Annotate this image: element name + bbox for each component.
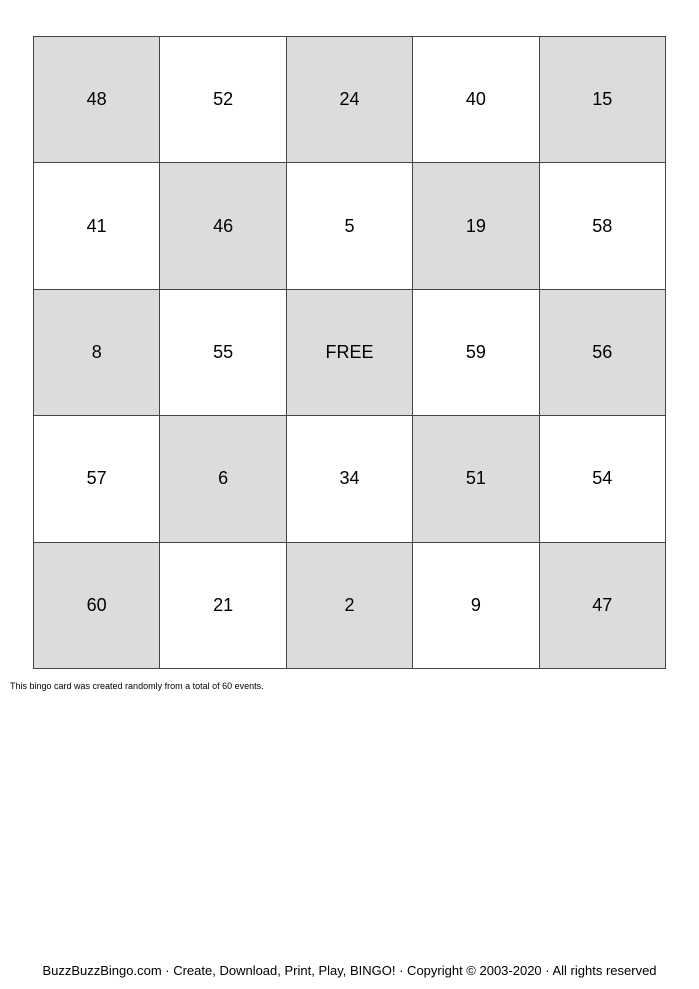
bingo-cell-r2-c4: 19 xyxy=(413,163,539,289)
bingo-cell-r1-c2: 52 xyxy=(160,37,286,163)
bingo-cell-r4-c4: 51 xyxy=(413,416,539,542)
bingo-cell-r3-c1: 8 xyxy=(34,290,160,416)
bingo-cell-r4-c5: 54 xyxy=(540,416,666,542)
bingo-cell-r4-c3: 34 xyxy=(287,416,413,542)
bingo-free-cell: FREE xyxy=(287,290,413,416)
bingo-cell-r5-c2: 21 xyxy=(160,543,286,669)
bingo-cell-r5-c3: 2 xyxy=(287,543,413,669)
bingo-cell-r5-c5: 47 xyxy=(540,543,666,669)
bingo-cell-r1-c4: 40 xyxy=(413,37,539,163)
bingo-cell-r5-c4: 9 xyxy=(413,543,539,669)
card-generation-note: This bingo card was created randomly from a total of 60 events. xyxy=(10,681,264,691)
bingo-cell-r3-c2: 55 xyxy=(160,290,286,416)
bingo-cell-r5-c1: 60 xyxy=(34,543,160,669)
bingo-cell-r3-c5: 56 xyxy=(540,290,666,416)
bingo-cell-r2-c5: 58 xyxy=(540,163,666,289)
bingo-cell-r1-c5: 15 xyxy=(540,37,666,163)
page-footer: BuzzBuzzBingo.com · Create, Download, Print, Play, BINGO! · Copyright © 2003-2020 · All rights reserved xyxy=(42,963,657,978)
bingo-cell-r3-c4: 59 xyxy=(413,290,539,416)
bingo-cell-r4-c2: 6 xyxy=(160,416,286,542)
bingo-cell-r1-c3: 24 xyxy=(287,37,413,163)
bingo-cell-r1-c1: 48 xyxy=(34,37,160,163)
bingo-cell-r2-c3: 5 xyxy=(287,163,413,289)
bingo-card xyxy=(33,36,666,669)
bingo-cell-r2-c2: 46 xyxy=(160,163,286,289)
bingo-cell-r2-c1: 41 xyxy=(34,163,160,289)
bingo-cell-r4-c1: 57 xyxy=(34,416,160,542)
